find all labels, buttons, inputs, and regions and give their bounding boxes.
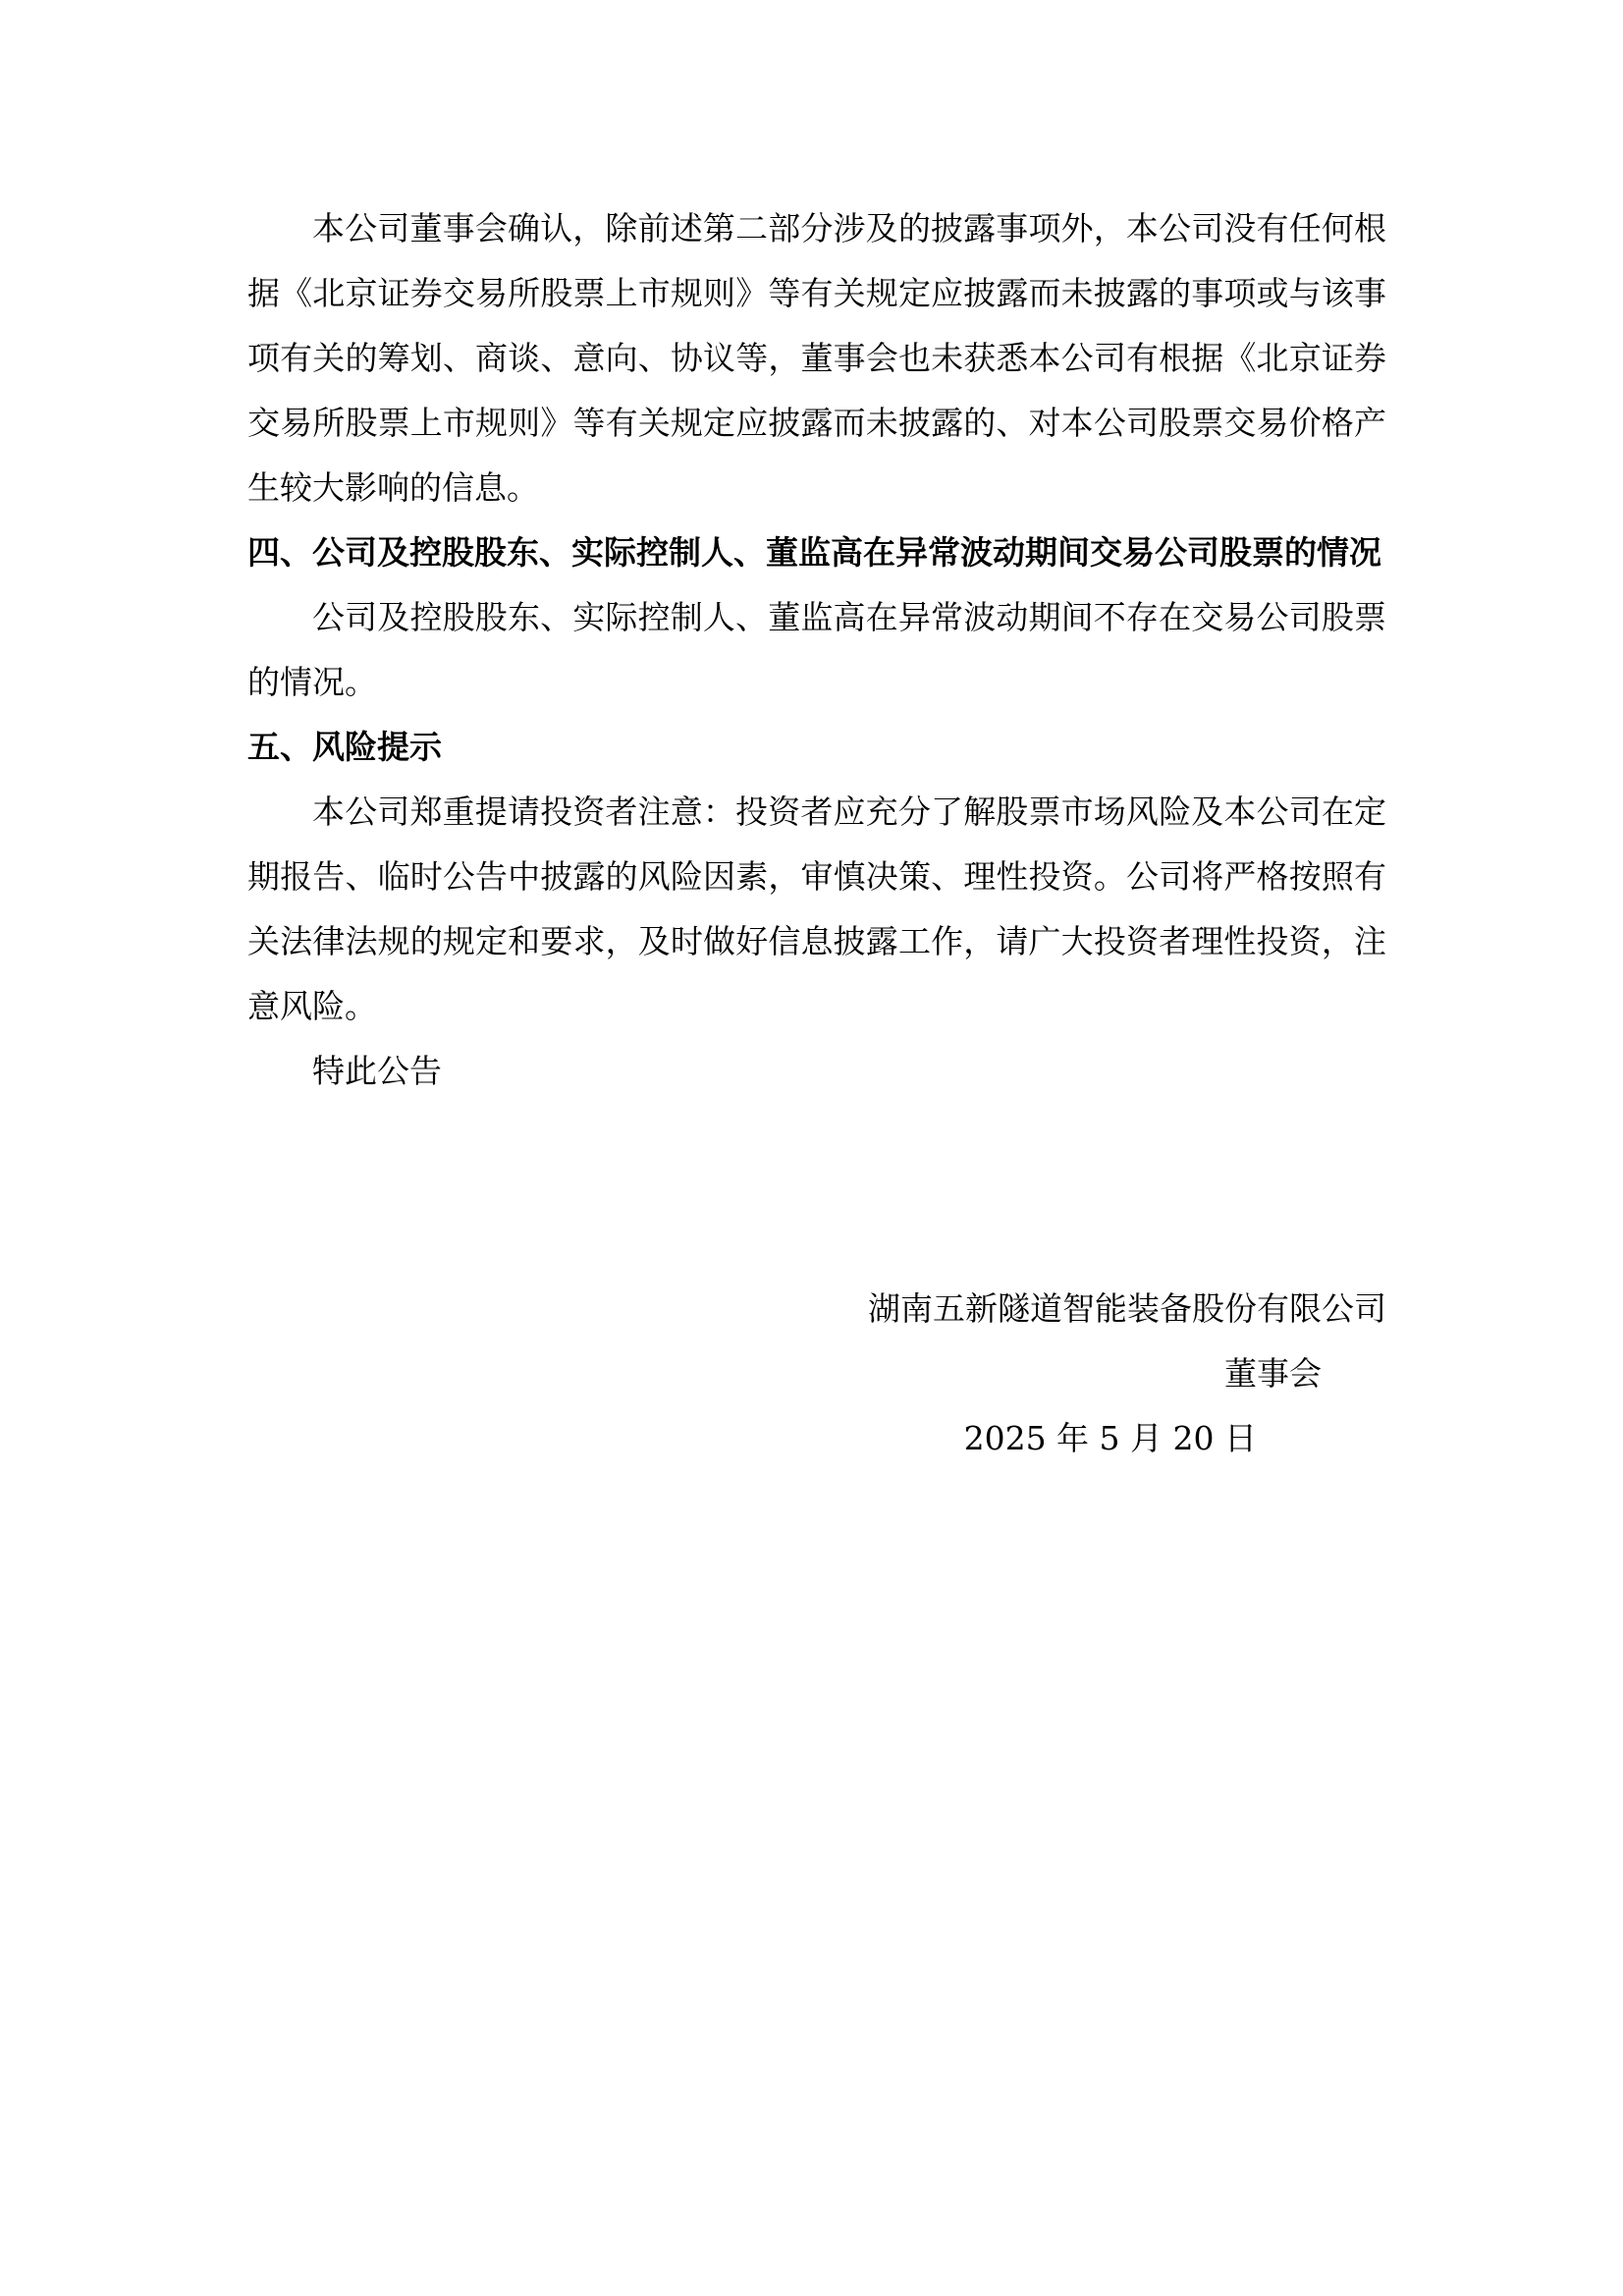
- trading-paragraph: 公司及控股股东、实际控制人、董监高在异常波动期间不存在交易公司股票的情况。: [247, 598, 1386, 701]
- board-name: 董事会: [1224, 1354, 1322, 1393]
- signature-block: [247, 1277, 1386, 1471]
- document-page: [247, 196, 1386, 1457]
- section-five-heading: 五、风险提示: [247, 728, 442, 766]
- section-four-heading: 四、公司及控股股东、实际控制人、董监高在异常波动期间交易公司股票的情况: [247, 533, 1381, 572]
- risk-paragraph: 本公司郑重提请投资者注意：投资者应充分了解股票市场风险及本公司在定期报告、临时公告中披露的风险因素，审慎决策、理性投资。公司将严格按照有关法律法规的规定和要求，及时做好信息披露工作，请广大投资者理性投资，注意风险。: [247, 793, 1386, 1025]
- announcement-date: 2025 年 5 月 20 日: [963, 1419, 1257, 1457]
- closing-text: 特此公告: [312, 1052, 442, 1090]
- company-name: 湖南五新隧道智能装备股份有限公司: [868, 1289, 1386, 1328]
- confirmation-paragraph: 本公司董事会确认，除前述第二部分涉及的披露事项外，本公司没有任何根据《北京证券交易所股票上市规则》等有关规定应披露而未披露的事项或与该事项有关的筹划、商谈、意向、协议等，董事会也未获悉本公司有根据《北京证券交易所股票上市规则》等有关规定应披露而未披露的、对本公司股票交易价格产生较大影响的信息。: [247, 209, 1386, 507]
